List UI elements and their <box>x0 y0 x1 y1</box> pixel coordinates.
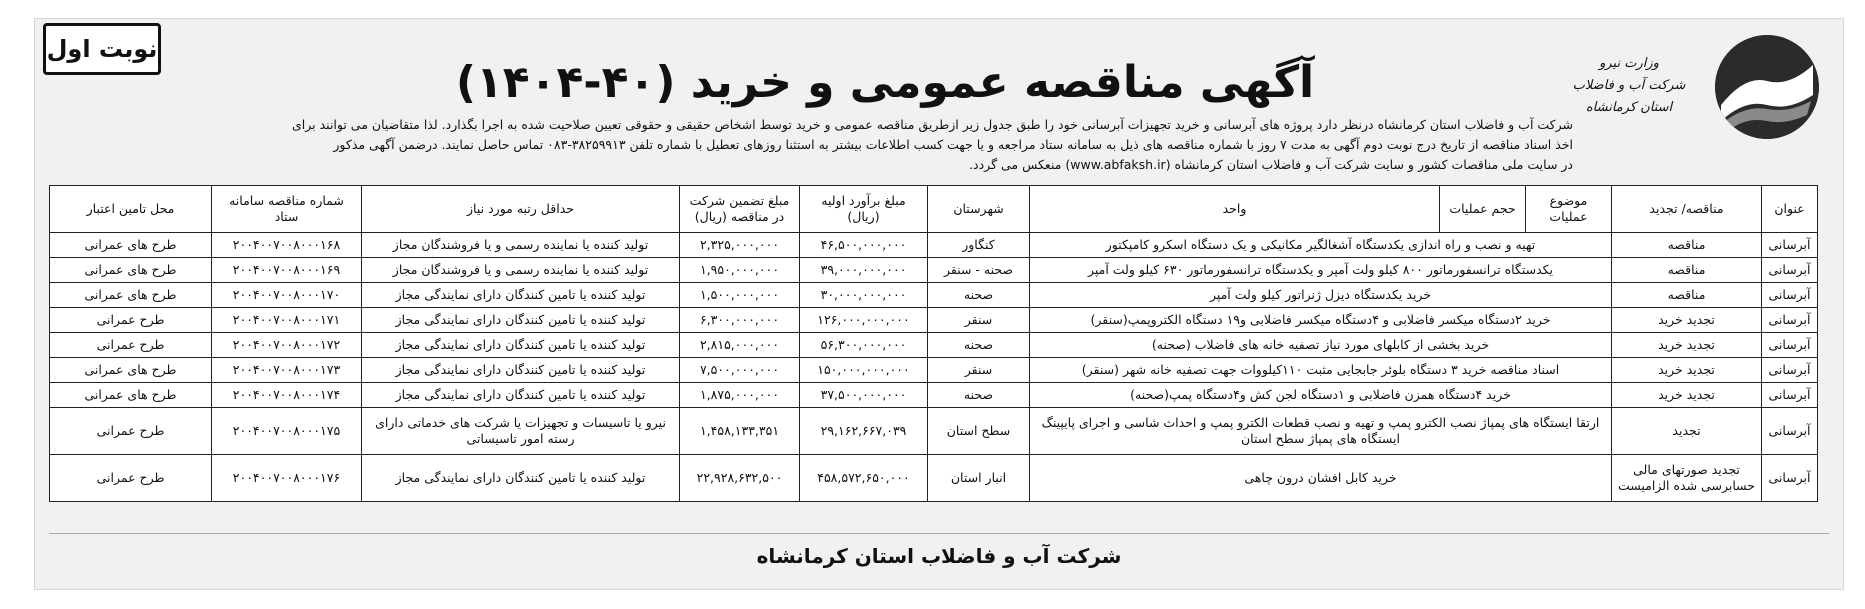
footer-company-name: شرکت آب و فاضلاب استان کرمانشاه <box>756 544 1122 568</box>
header-volume: حجم عملیات <box>1440 186 1526 233</box>
cell-description: خرید ۴دستگاه همزن فاضلابی و ۱دستگاه لجن کش و۴دستگاه پمپ(صحنه) <box>1030 383 1612 408</box>
cell-city: کنگاور <box>928 233 1030 258</box>
cell-title: آبرسانی <box>1762 283 1818 308</box>
header-unit: واحد <box>1030 186 1440 233</box>
cell-setad-number: ۲۰۰۴۰۰۷۰۰۸۰۰۰۱۷۲ <box>212 333 362 358</box>
cell-guarantee: ۲۲,۹۲۸,۶۳۲,۵۰۰ <box>680 455 800 502</box>
header-min-rank: حداقل رتبه مورد نیاز <box>362 186 680 233</box>
cell-city: صحنه <box>928 333 1030 358</box>
cell-funding: طرح عمرانی <box>50 455 212 502</box>
cell-description: تهیه و نصب و راه اندازی یکدستگاه آشغالگیر مکانیکی و یک دستگاه اسکرو کامپکتور <box>1030 233 1612 258</box>
cell-type: تجدید خرید <box>1612 308 1762 333</box>
intro-line-1: شرکت آب و فاضلاب استان کرمانشاه درنظر دارد پروژه های آبرسانی و خرید تجهیزات آبرسانی خود را طبق جدول زیر ازطریق مناقصه عمومی و خرید توسط اشخاص حقیقی و حقوقی تعیین صلاحیت شده به اجرا بگذارد. لذا متقاضیان می توانند برای <box>292 117 1573 132</box>
cell-city: صحنه - سنقر <box>928 258 1030 283</box>
header-city: شهرستان <box>928 186 1030 233</box>
table-row <box>50 333 1818 358</box>
cell-setad-number: ۲۰۰۴۰۰۷۰۰۸۰۰۰۱۷۶ <box>212 455 362 502</box>
cell-type: تجدید <box>1612 408 1762 455</box>
cell-guarantee: ۷,۵۰۰,۰۰۰,۰۰۰ <box>680 358 800 383</box>
cell-setad-number: ۲۰۰۴۰۰۷۰۰۸۰۰۰۱۷۳ <box>212 358 362 383</box>
cell-estimate: ۲۹,۱۶۲,۶۶۷,۰۳۹ <box>800 408 928 455</box>
table-row <box>50 258 1818 283</box>
cell-min-rank: نیرو یا تاسیسات و تجهیزات یا شرکت های خدماتی دارای رسته امور تاسیساتی <box>362 408 680 455</box>
notice-header <box>35 19 1843 189</box>
header-title: عنوان <box>1762 186 1818 233</box>
cell-min-rank: تولید کننده یا نماینده رسمی و یا فروشندگان مجاز <box>362 258 680 283</box>
cell-funding: طرح عمرانی <box>50 408 212 455</box>
header-subject: موضوع عملیات <box>1526 186 1612 233</box>
cell-guarantee: ۲,۳۲۵,۰۰۰,۰۰۰ <box>680 233 800 258</box>
cell-description: یکدستگاه ترانسفورماتور ۸۰۰ کیلو ولت آمپر و یکدستگاه ترانسفورماتور ۶۳۰ کیلو ولت آمپر <box>1030 258 1612 283</box>
notice-intro <box>49 115 1573 175</box>
table-row <box>50 455 1818 502</box>
cell-type: تجدید خرید <box>1612 333 1762 358</box>
cell-min-rank: تولید کننده یا تامین کنندگان دارای نمایندگی مجاز <box>362 383 680 408</box>
cell-funding: طرح عمرانی <box>50 333 212 358</box>
cell-setad-number: ۲۰۰۴۰۰۷۰۰۸۰۰۰۱۶۸ <box>212 233 362 258</box>
logo-emblem-icon <box>1715 35 1819 139</box>
cell-setad-number: ۲۰۰۴۰۰۷۰۰۸۰۰۰۱۶۹ <box>212 258 362 283</box>
cell-funding: طرح های عمرانی <box>50 258 212 283</box>
cell-funding: طرح های عمرانی <box>50 233 212 258</box>
cell-type: تجدید خرید <box>1612 383 1762 408</box>
logo-text: وزارت نیرو شرکت آب و فاضلاب استان کرمانشاه <box>1572 56 1686 115</box>
header-setad-number: شماره مناقصه سامانه ستاد <box>212 186 362 233</box>
cell-title: آبرسانی <box>1762 383 1818 408</box>
cell-funding: طرح های عمرانی <box>50 283 212 308</box>
cell-title: آبرسانی <box>1762 408 1818 455</box>
cell-setad-number: ۲۰۰۴۰۰۷۰۰۸۰۰۰۱۷۴ <box>212 383 362 408</box>
cell-title: آبرسانی <box>1762 333 1818 358</box>
cell-city: انبار استان <box>928 455 1030 502</box>
table-row <box>50 283 1818 308</box>
tender-table <box>49 185 1818 502</box>
cell-guarantee: ۱,۵۰۰,۰۰۰,۰۰۰ <box>680 283 800 308</box>
cell-type: تجدید خرید <box>1612 358 1762 383</box>
cell-city: سنقر <box>928 308 1030 333</box>
cell-city: صحنه <box>928 283 1030 308</box>
notice-title: آگهی مناقصه عمومی و خرید (۴۰-۱۴۰۴) <box>455 57 1315 108</box>
cell-description: خرید کابل افشان درون چاهی <box>1030 455 1612 502</box>
table-header-row <box>50 186 1818 233</box>
cell-guarantee: ۲,۸۱۵,۰۰۰,۰۰۰ <box>680 333 800 358</box>
cell-min-rank: تولید کننده یا تامین کنندگان دارای نمایندگی مجاز <box>362 333 680 358</box>
header-type: مناقصه/ تجدید <box>1612 186 1762 233</box>
cell-funding: طرح های عمرانی <box>50 383 212 408</box>
intro-line-2: اخذ اسناد مناقصه از تاریخ درج نوبت دوم آگهی به مدت ۷ روز با شماره مناقصه های ذیل به سامانه ستاد مراجعه و یا جهت کسب اطلاعات بیشتر به استثنا روزهای تعطیل با شماره تلفن ۳۸۲۵۹۹۱۳-۰۸۳ تماس حاصل نمایند. درضمن آگهی مذکور <box>333 137 1573 152</box>
cell-description: خرید ۲دستگاه میکسر فاضلابی و ۴دستگاه میکسر فاضلابی و۱۹ دستگاه الکتروپمپ(سنقر) <box>1030 308 1612 333</box>
footer-divider <box>49 533 1829 534</box>
cell-guarantee: ۶,۳۰۰,۰۰۰,۰۰۰ <box>680 308 800 333</box>
cell-description: ارتقا ایستگاه های پمپاژ نصب الکترو پمپ و تهیه و نصب قطعات الکترو پمپ و احداث شاسی و اجرای پایپینگ ایستگاه های پمپاژ سطح استان <box>1030 408 1612 455</box>
cell-estimate: ۵۶,۳۰۰,۰۰۰,۰۰۰ <box>800 333 928 358</box>
cell-title: آبرسانی <box>1762 358 1818 383</box>
cell-city: صحنه <box>928 383 1030 408</box>
table-row <box>50 358 1818 383</box>
cell-funding: طرح های عمرانی <box>50 358 212 383</box>
cell-min-rank: تولید کننده یا نماینده رسمی و یا فروشندگان مجاز <box>362 233 680 258</box>
cell-guarantee: ۱,۴۵۸,۱۳۳,۳۵۱ <box>680 408 800 455</box>
cell-min-rank: تولید کننده یا تامین کنندگان دارای نمایندگی مجاز <box>362 283 680 308</box>
cell-min-rank: تولید کننده یا تامین کنندگان دارای نمایندگی مجاز <box>362 358 680 383</box>
cell-description: اسناد مناقصه خرید ۳ دستگاه بلوئر جابجایی مثبت ۱۱۰کیلووات جهت تصفیه خانه شهر (سنقر) <box>1030 358 1612 383</box>
cell-type: مناقصه <box>1612 258 1762 283</box>
round-badge: نوبت اول <box>43 23 161 75</box>
cell-estimate: ۱۲۶,۰۰۰,۰۰۰,۰۰۰ <box>800 308 928 333</box>
cell-type: مناقصه <box>1612 233 1762 258</box>
cell-funding: طرح عمرانی <box>50 308 212 333</box>
header-guarantee: مبلغ تضمین شرکت در مناقصه (ریال) <box>680 186 800 233</box>
cell-min-rank: تولید کننده یا تامین کنندگان دارای نمایندگی مجاز <box>362 455 680 502</box>
header-funding: محل تامین اعتبار <box>50 186 212 233</box>
header-estimate: مبلغ برآورد اولیه (ریال) <box>800 186 928 233</box>
cell-min-rank: تولید کننده یا تامین کنندگان دارای نمایندگی مجاز <box>362 308 680 333</box>
cell-estimate: ۴۶,۵۰۰,۰۰۰,۰۰۰ <box>800 233 928 258</box>
company-logo <box>1559 35 1819 145</box>
cell-estimate: ۳۹,۰۰۰,۰۰۰,۰۰۰ <box>800 258 928 283</box>
table-row <box>50 383 1818 408</box>
cell-city: سنقر <box>928 358 1030 383</box>
cell-estimate: ۴۵۸,۵۷۲,۶۵۰,۰۰۰ <box>800 455 928 502</box>
cell-title: آبرسانی <box>1762 233 1818 258</box>
cell-title: آبرسانی <box>1762 455 1818 502</box>
table-row <box>50 408 1818 455</box>
cell-setad-number: ۲۰۰۴۰۰۷۰۰۸۰۰۰۱۷۰ <box>212 283 362 308</box>
cell-type: تجدید صورتهای مالی حسابرسی شده الزامیست <box>1612 455 1762 502</box>
cell-estimate: ۳۰,۰۰۰,۰۰۰,۰۰۰ <box>800 283 928 308</box>
cell-type: مناقصه <box>1612 283 1762 308</box>
cell-estimate: ۳۷,۵۰۰,۰۰۰,۰۰۰ <box>800 383 928 408</box>
cell-description: خرید بخشی از کابلهای مورد نیاز تصفیه خانه های فاضلاب (صحنه) <box>1030 333 1612 358</box>
cell-estimate: ۱۵۰,۰۰۰,۰۰۰,۰۰۰ <box>800 358 928 383</box>
cell-setad-number: ۲۰۰۴۰۰۷۰۰۸۰۰۰۱۷۵ <box>212 408 362 455</box>
cell-guarantee: ۱,۹۵۰,۰۰۰,۰۰۰ <box>680 258 800 283</box>
cell-title: آبرسانی <box>1762 308 1818 333</box>
table-row <box>50 233 1818 258</box>
cell-guarantee: ۱,۸۷۵,۰۰۰,۰۰۰ <box>680 383 800 408</box>
table-row <box>50 308 1818 333</box>
cell-title: آبرسانی <box>1762 258 1818 283</box>
cell-description: خرید یکدستگاه دیزل ژنراتور کیلو ولت آمپر <box>1030 283 1612 308</box>
cell-setad-number: ۲۰۰۴۰۰۷۰۰۸۰۰۰۱۷۱ <box>212 308 362 333</box>
intro-line-3: در سایت ملی مناقصات کشور و سایت شرکت آب و فاضلاب استان کرمانشاه (www.abfaksh.ir) منعکس می گردد. <box>969 157 1573 172</box>
tender-notice <box>34 18 1844 590</box>
cell-city: سطح استان <box>928 408 1030 455</box>
